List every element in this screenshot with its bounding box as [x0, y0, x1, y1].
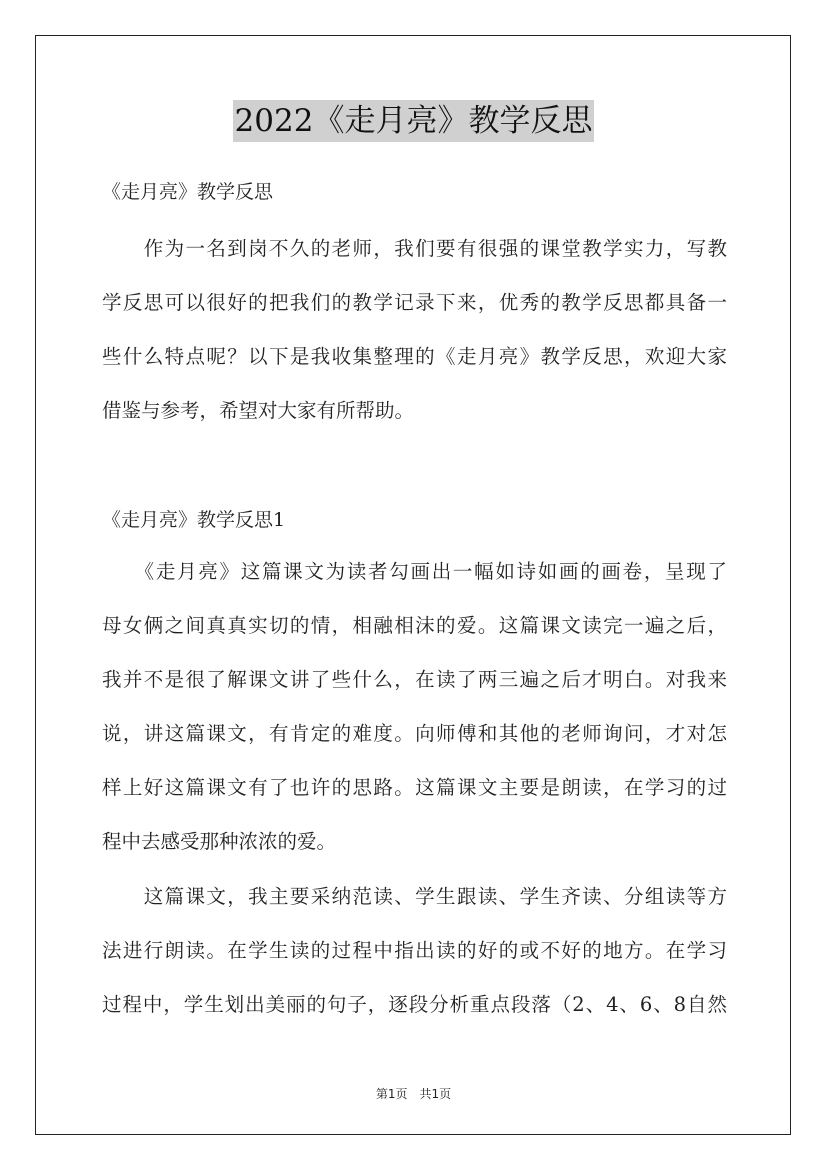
paragraph-line: 这篇课文，我主要采纳范读、学生跟读、学生齐读、分组读等方 — [102, 885, 727, 908]
body-paragraph-1 — [102, 545, 727, 869]
title-container — [0, 100, 827, 142]
paragraph-line: 说，讲这篇课文，有肯定的难度。向师傅和其他的老师询问，才对怎 — [102, 722, 727, 745]
document-title: 2022《走月亮》教学反思 — [233, 100, 595, 142]
paragraph-line: 母女俩之间真真实切的情，相融相沫的爱。这篇课文读完一遍之后， — [102, 614, 727, 637]
body-paragraph-2 — [102, 870, 727, 1032]
paragraph-line: 借鉴与参考，希望对大家有所帮助。 — [102, 399, 415, 422]
subheading: 《走月亮》教学反思1 — [102, 509, 286, 531]
paragraph-line: 《走月亮》这篇课文为读者勾画出一幅如诗如画的画卷，呈现了 — [102, 560, 727, 583]
paragraph-line: 些什么特点呢？以下是我收集整理的《走月亮》教学反思，欢迎大家 — [102, 345, 727, 368]
intro-paragraph — [102, 222, 727, 438]
paragraph-line: 程中去感受那种浓浓的爱。 — [102, 830, 337, 853]
paragraph-line: 我并不是很了解课文讲了些什么，在读了两三遍之后才明白。对我来 — [102, 668, 727, 691]
paragraph-line: 作为一名到岗不久的老师，我们要有很强的课堂教学实力，写教 — [102, 237, 727, 260]
paragraph-line: 法进行朗读。在学生读的过程中指出读的好的或不好的地方。在学习 — [102, 939, 727, 962]
section-heading: 《走月亮》教学反思 — [102, 181, 274, 203]
page-footer: 第1页 共1页 — [375, 1087, 452, 1101]
paragraph-line: 过程中，学生划出美丽的句子，逐段分析重点段落（2、4、6、8自然 — [102, 993, 727, 1016]
paragraph-line: 学反思可以很好的把我们的教学记录下来，优秀的教学反思都具备一 — [102, 291, 727, 314]
paragraph-line: 样上好这篇课文有了也许的思路。这篇课文主要是朗读，在学习的过 — [102, 776, 727, 799]
